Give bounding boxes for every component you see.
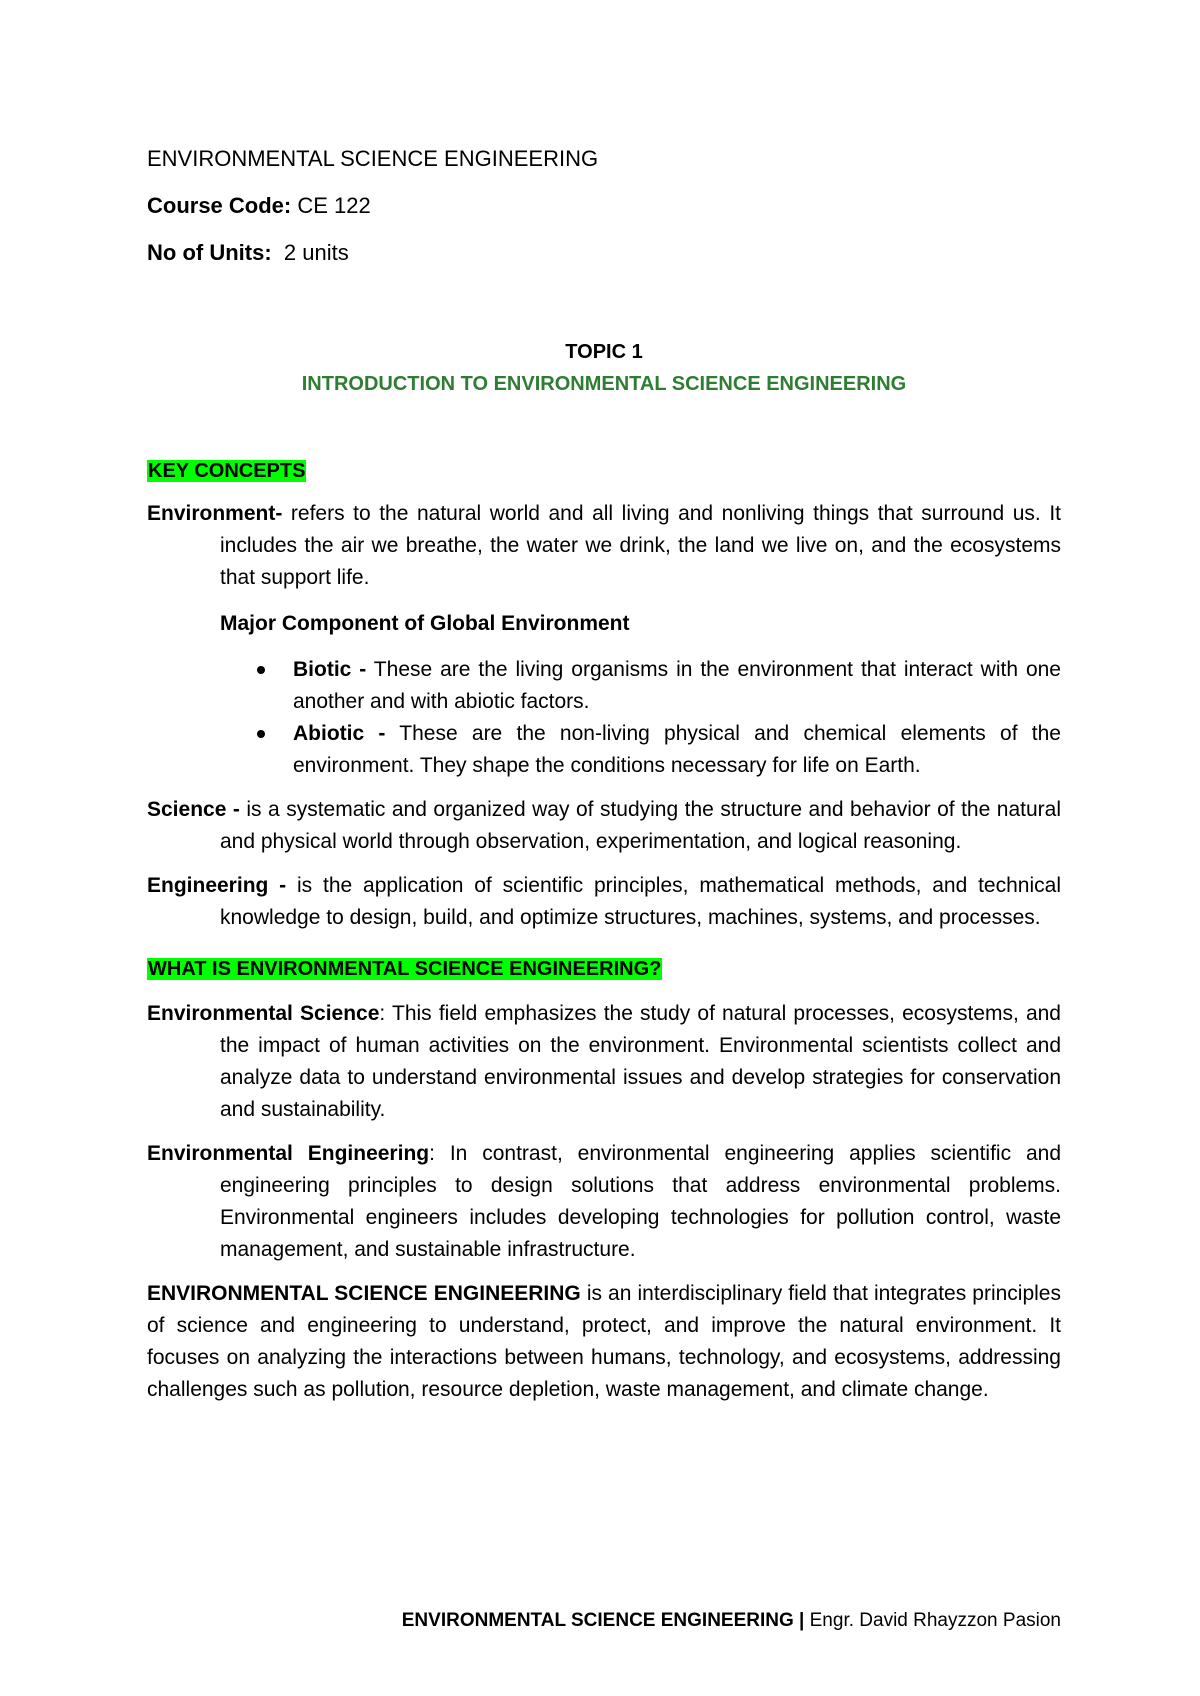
- key-concepts-heading: [147, 456, 1061, 486]
- env-engineering-text: : In contrast, environmental engineering applies scientific and engineering principles to design solutions that address environmental problems. Environmental engineers includes developing technologies for pollution control, waste management, and sustainable infrastructure.: [220, 1142, 1062, 1261]
- footer-course: ENVIRONMENTAL SCIENCE ENGINEERING |: [401, 1610, 805, 1631]
- env-engineering-paragraph: [147, 1138, 1061, 1266]
- summary-term: ENVIRONMENTAL SCIENCE ENGINEERING: [147, 1282, 581, 1305]
- topic-number: TOPIC 1: [565, 341, 643, 363]
- science-text: is a systematic and organized way of studying the structure and behavior of the natural and physical world through observation, experimentation, and logical reasoning.: [220, 798, 1061, 853]
- science-definition: [147, 794, 1061, 858]
- what-is-heading: [147, 954, 1061, 984]
- abiotic-term: Abiotic -: [293, 722, 386, 745]
- page-content: [147, 144, 1061, 1406]
- course-code-line: [147, 191, 1061, 221]
- units-value: 2 units: [271, 240, 349, 265]
- components-heading: Major Component of Global Environment: [220, 612, 630, 635]
- list-item: [293, 718, 1061, 782]
- env-science-text: : This field emphasizes the study of natural processes, ecosystems, and the impact of human activities on the environment. Environmental scientists collect and analyze data to understand environmental issues and develop strategies for conservation and sustainability.: [220, 1002, 1061, 1121]
- topic-heading: [147, 338, 1061, 398]
- components-list: [147, 654, 1061, 782]
- biotic-text: These are the living organisms in the environment that interact with one another and with abiotic factors.: [293, 658, 1061, 713]
- bullet-icon: [257, 730, 265, 738]
- summary-paragraph: [147, 1278, 1061, 1406]
- footer-author: Engr. David Rhayzzon Pasion: [804, 1610, 1061, 1631]
- env-engineering-term: Environmental Engineering: [147, 1142, 430, 1165]
- course-code-label: Course Code:: [147, 193, 292, 218]
- summary-text: is an interdisciplinary field that integrates principles of science and engineering to understand, protect, and improve the natural environment. It focuses on analyzing the interactions between humans, technology, and ecosystems, addressing challenges such as pollution, resource depletion, waste management, and climate change.: [147, 1282, 1061, 1401]
- list-item: [293, 654, 1061, 718]
- abiotic-text: These are the non-living physical and chemical elements of the environment. They shape the conditions necessary for life on Earth.: [293, 722, 1061, 777]
- environment-term: Environment-: [147, 502, 283, 525]
- biotic-term: Biotic -: [293, 658, 367, 681]
- units-line: [147, 238, 1061, 268]
- engineering-term: Engineering -: [147, 874, 287, 897]
- topic-title: INTRODUCTION TO ENVIRONMENTAL SCIENCE ENGINEERING: [301, 373, 907, 395]
- units-label: No of Units:: [147, 240, 272, 265]
- environment-text: refers to the natural world and all living and nonliving things that surround us. It includes the air we breathe, the water we drink, the land we live on, and the ecosystems that support life.: [220, 502, 1061, 589]
- key-concepts-label: KEY CONCEPTS: [148, 460, 306, 482]
- bullet-icon: [257, 666, 265, 674]
- engineering-definition: [147, 870, 1061, 934]
- page-footer: [346, 1608, 1061, 1634]
- course-code-value: CE 122: [291, 193, 371, 218]
- env-science-paragraph: [147, 998, 1061, 1126]
- environment-definition: [147, 498, 1061, 594]
- document-title: ENVIRONMENTAL SCIENCE ENGINEERING: [147, 146, 599, 171]
- engineering-text: is the application of scientific principles, mathematical methods, and technical knowledge to design, build, and optimize structures, machines, systems, and processes.: [220, 874, 1061, 929]
- what-is-label: WHAT IS ENVIRONMENTAL SCIENCE ENGINEERING?: [148, 958, 662, 980]
- env-science-term: Environmental Science: [147, 1002, 380, 1025]
- science-term: Science -: [147, 798, 240, 821]
